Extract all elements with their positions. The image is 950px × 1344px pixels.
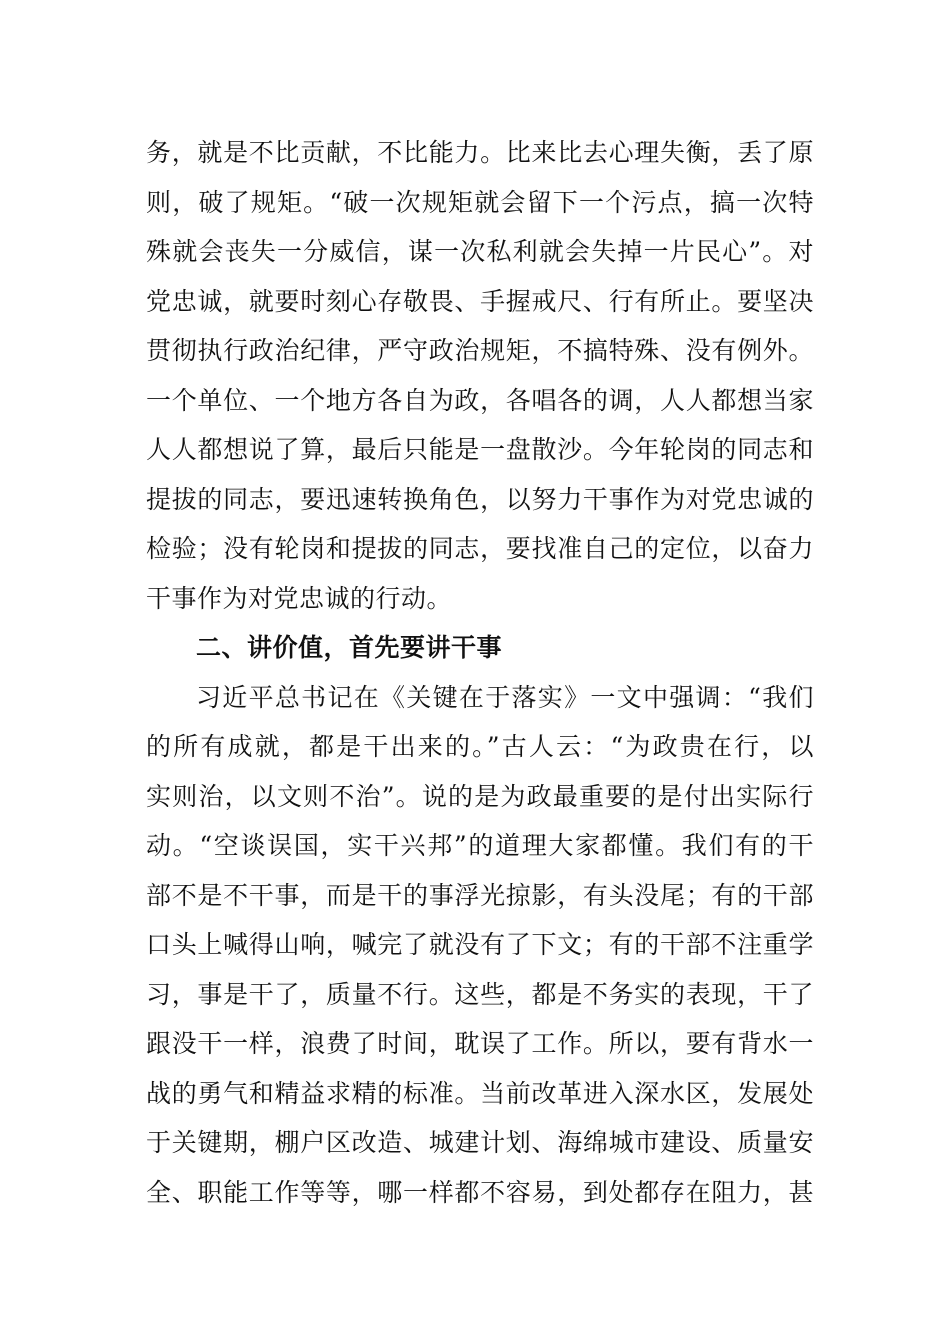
paragraph-line: 口头上喊得山响，喊完了就没有了下文；有的干部不注重学	[146, 930, 814, 959]
paragraph-line: 干事作为对党忠诚的行动。	[146, 583, 453, 613]
document-body	[146, 128, 814, 1217]
paragraph-line: 部不是不干事，而是干的事浮光掠影，有头没尾；有的干部	[146, 880, 814, 910]
paragraph-line: 于关键期，棚户区改造、城建计划、海绵城市建设、质量安	[146, 1128, 814, 1157]
paragraph-line: 务，就是不比贡献，不比能力。比来比去心理失衡，丢了原	[146, 138, 814, 167]
paragraph-line: 贯彻执行政治纪律，严守政治规矩，不搞特殊、没有例外。	[146, 336, 814, 365]
paragraph-line: 提拔的同志，要迅速转换角色，以努力干事作为对党忠诚的	[146, 484, 814, 514]
paragraph-line: 殊就会丧失一分威信，谋一次私利就会失掉一片民心”。对	[146, 237, 814, 266]
paragraph-line: 党忠诚，就要时刻心存敬畏、手握戒尺、行有所止。要坚决	[146, 286, 814, 316]
paragraph-line: 一个单位、一个地方各自为政，各唱各的调，人人都想当家	[146, 385, 814, 415]
paragraph-line: 人人都想说了算，最后只能是一盘散沙。今年轮岗的同志和	[146, 435, 814, 464]
paragraph-line: 习近平总书记在《关键在于落实》一文中强调：“我们	[196, 682, 814, 712]
paragraph-line: 则，破了规矩。“破一次规矩就会留下一个污点，搞一次特	[146, 187, 814, 217]
paragraph-line: 实则治，以文则不治”。说的是为政最重要的是付出实际行	[146, 781, 814, 811]
paragraph-line: 检验；没有轮岗和提拔的同志，要找准自己的定位，以奋力	[146, 534, 814, 563]
paragraph-line: 习，事是干了，质量不行。这些，都是不务实的表现，干了	[146, 979, 814, 1009]
paragraph-line: 战的勇气和精益求精的标准。当前改革进入深水区，发展处	[146, 1078, 814, 1108]
section-heading: 二、讲价值，首先要讲干事	[196, 633, 503, 662]
paragraph-line: 的所有成就，都是干出来的。”古人云：“为政贵在行，以	[146, 732, 814, 761]
paragraph-line: 全、职能工作等等，哪一样都不容易，到处都存在阻力，甚	[146, 1177, 814, 1207]
paragraph-line: 跟没干一样，浪费了时间，耽误了工作。所以，要有背水一	[146, 1029, 814, 1058]
paragraph-line: 动。“空谈误国，实干兴邦”的道理大家都懂。我们有的干	[146, 831, 814, 860]
